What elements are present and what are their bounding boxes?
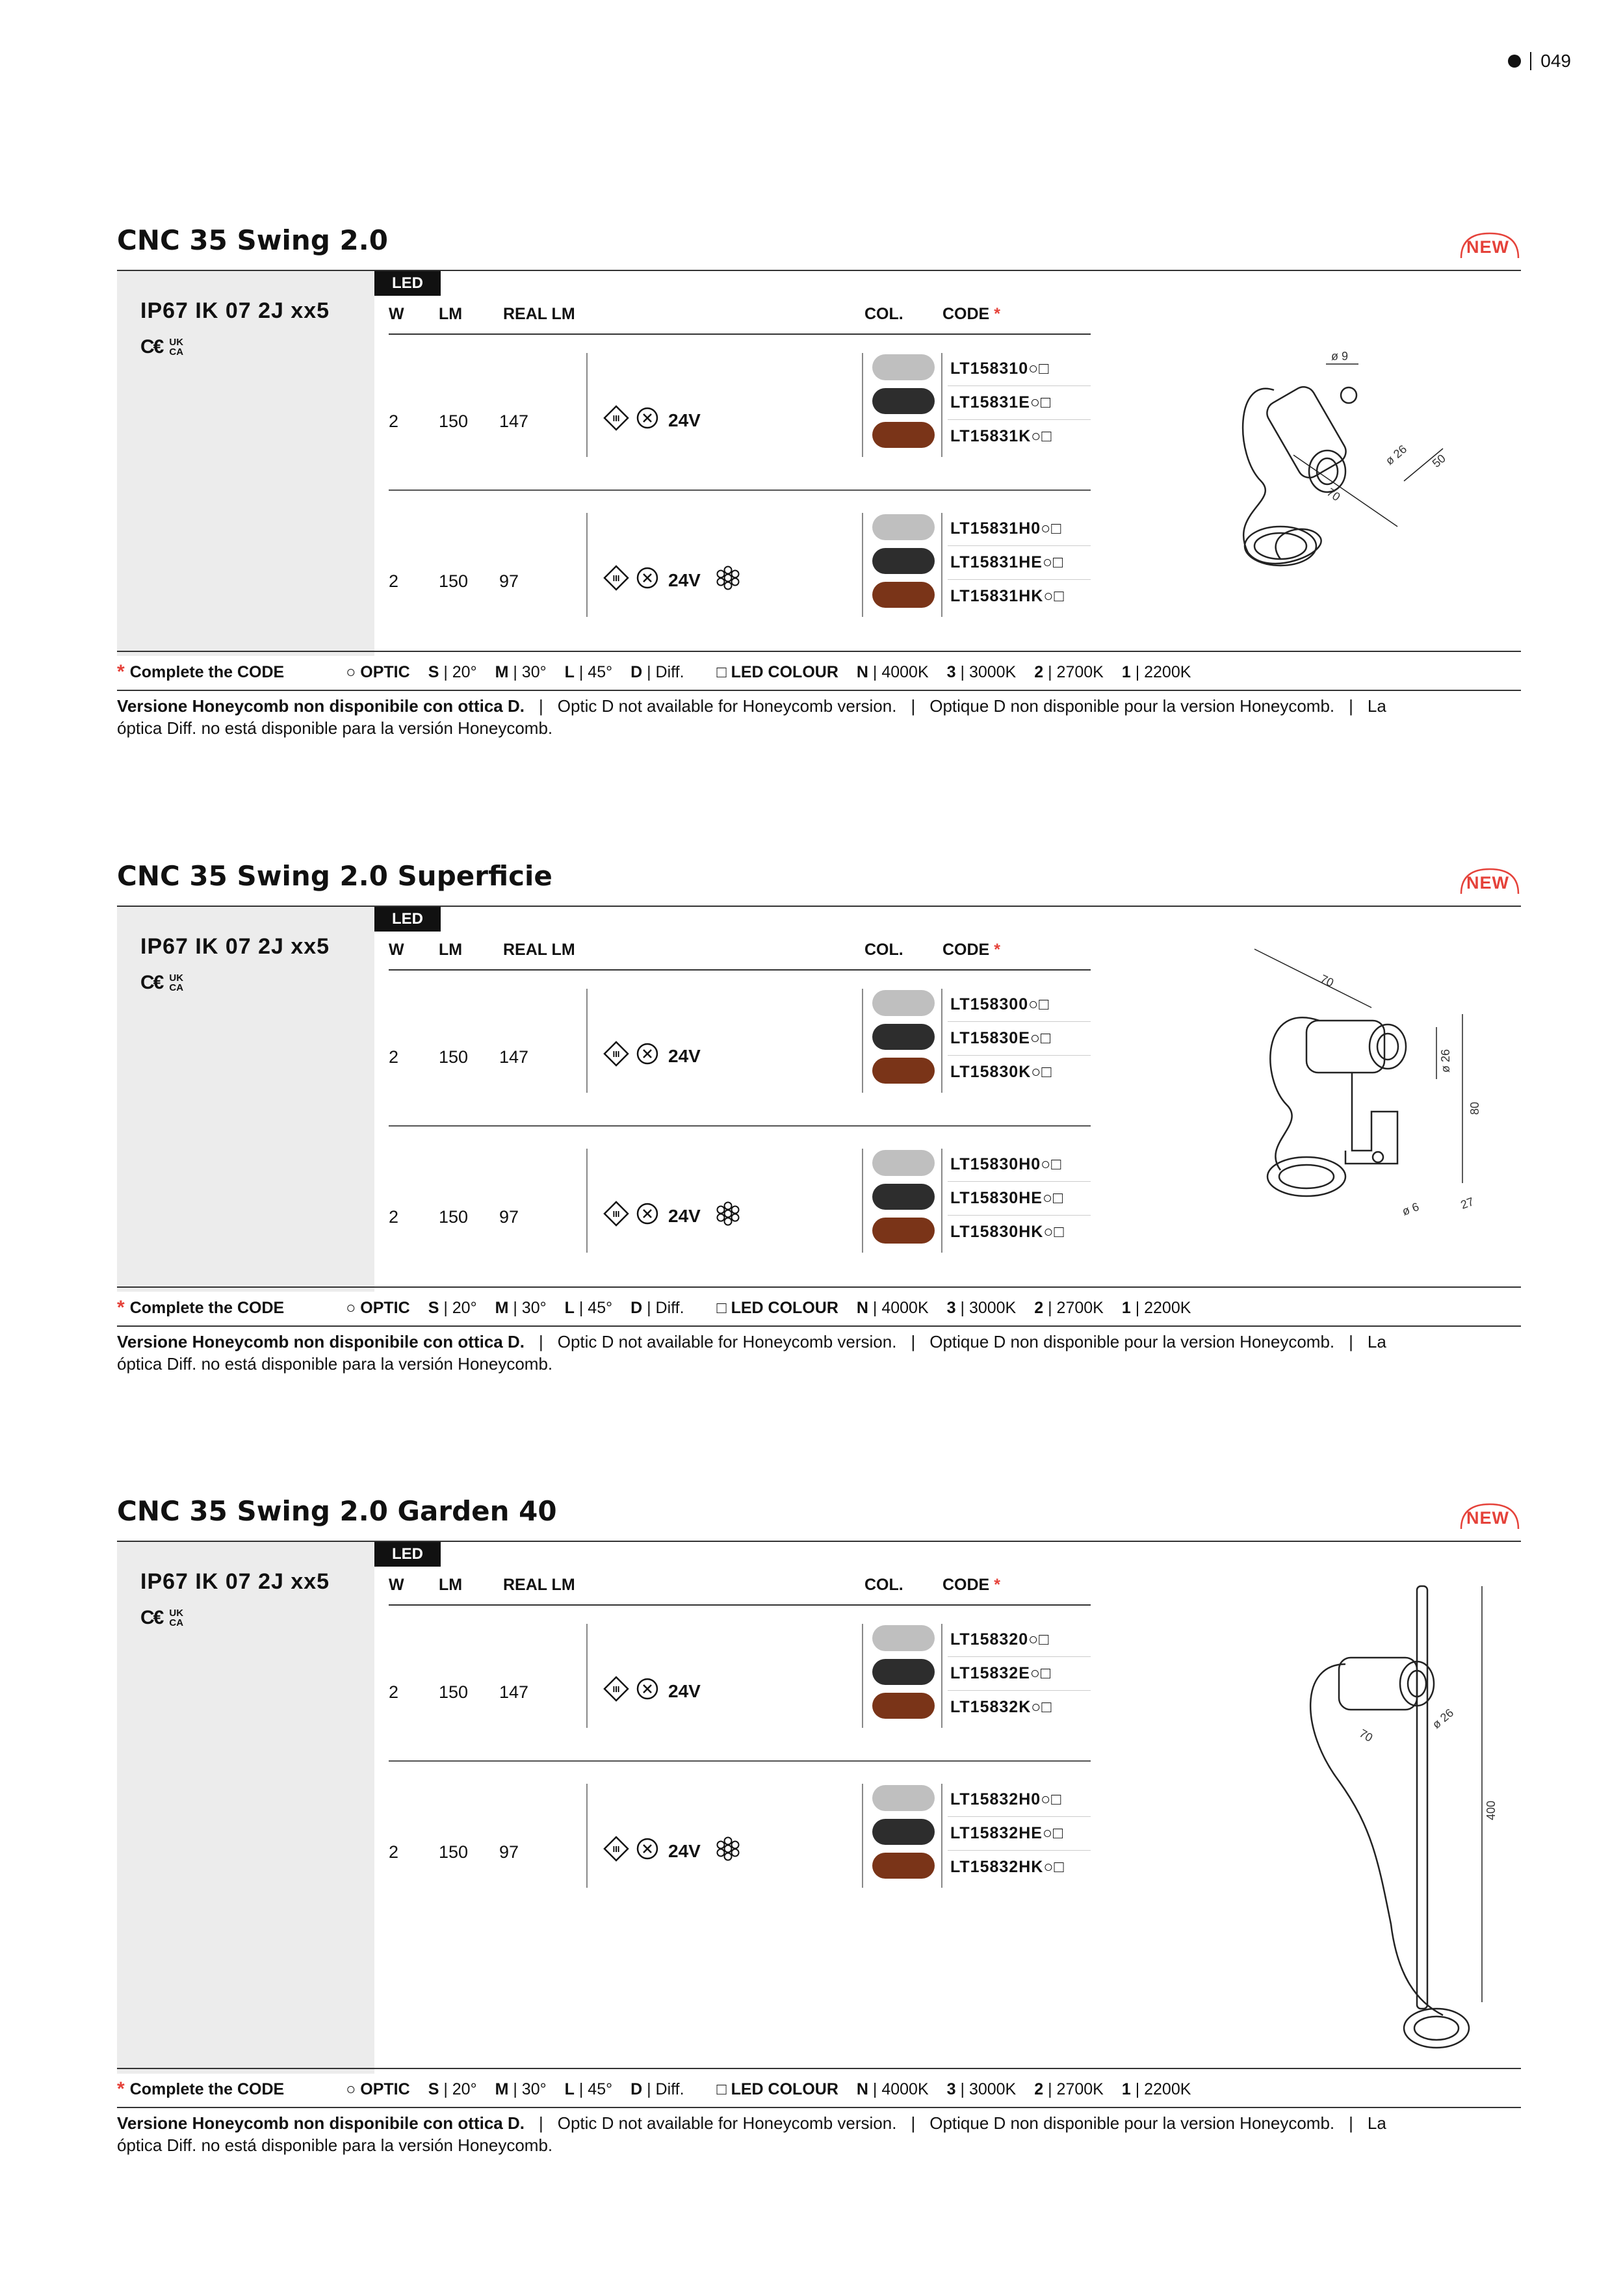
new-badge	[1459, 231, 1521, 259]
svg-text:III: III	[612, 573, 620, 583]
code-divider	[948, 545, 1091, 546]
row-divider	[941, 1149, 942, 1253]
legend-colour: LED COLOUR	[731, 1298, 838, 1317]
colour-2-val: | 2700K	[1048, 662, 1104, 681]
ce-mark-icon: C€	[140, 336, 163, 358]
colour-1: 1	[1121, 2080, 1131, 2098]
row-divider	[862, 1624, 863, 1728]
dimmable-diamond-icon	[603, 1676, 629, 1702]
code-divider	[948, 579, 1091, 580]
new-badge	[1459, 1502, 1521, 1530]
optic-d: D	[630, 1298, 643, 1317]
optic-m-val: | 30°	[513, 1298, 547, 1317]
optic-s: S	[428, 1298, 439, 1317]
note-en: Optic D not available for Honeycomb version.	[557, 2113, 897, 2133]
color-swatch-corten	[872, 582, 935, 608]
voltage: 24V	[668, 1046, 701, 1066]
no-insulation-icon	[636, 1677, 659, 1701]
legend-colour: LED COLOUR	[731, 662, 838, 681]
product-title: CNC 35 Swing 2.0	[117, 224, 388, 256]
row-real-lumen: 97	[499, 1207, 519, 1227]
colour-2: 2	[1034, 2080, 1044, 2098]
no-insulation-icon	[636, 1042, 659, 1065]
colour-1: 1	[1121, 662, 1131, 681]
no-insulation-icon	[636, 406, 659, 430]
svg-text:III: III	[612, 1209, 620, 1219]
product-title: CNC 35 Swing 2.0 Superficie	[117, 860, 552, 892]
dim-label: 27	[1459, 1195, 1476, 1212]
legend-divider-bottom	[117, 690, 1521, 691]
page-number-text: 049	[1540, 51, 1571, 71]
colour-1-val: | 2200K	[1135, 662, 1191, 681]
dimmable-diamond-icon	[603, 1041, 629, 1067]
spec-panel	[117, 271, 374, 656]
colour-1-val: | 2200K	[1135, 2080, 1191, 2098]
svg-text:III: III	[612, 1684, 620, 1694]
row-divider	[586, 353, 588, 457]
row-real-lumen: 147	[499, 1682, 529, 1702]
colour-3: 3	[946, 662, 956, 681]
row-watt: 2	[389, 1047, 399, 1067]
legend-star: *	[117, 661, 125, 683]
no-insulation-icon	[636, 566, 659, 590]
row-real-lumen: 147	[499, 1047, 529, 1067]
color-swatch-corten	[872, 1853, 935, 1879]
required-star: *	[994, 1576, 1000, 1594]
colour-3-val: | 3000K	[960, 1298, 1017, 1317]
honeycomb-note	[117, 2112, 1417, 2156]
colour-n: N	[856, 662, 868, 681]
optic-s-val: | 20°	[443, 1298, 477, 1317]
note-es: La óptica Diff. no está disponible para la versión Honeycomb.	[117, 2113, 1386, 2155]
product-code: LT158320○□	[950, 1630, 1050, 1649]
honeycomb-note	[117, 695, 1417, 739]
row-divider	[941, 1784, 942, 1888]
row-separator	[389, 489, 1091, 491]
note-sep: |	[1349, 2113, 1353, 2133]
product-drawing-garden	[1287, 1573, 1534, 2067]
note-es: La óptica Diff. no está disponible para la versión Honeycomb.	[117, 1332, 1386, 1374]
honeycomb-icon	[714, 564, 742, 592]
optic-l: L	[564, 662, 575, 681]
required-star: *	[994, 305, 1000, 323]
note-es: La óptica Diff. no está disponible para la versión Honeycomb.	[117, 696, 1386, 738]
new-badge-label: NEW	[1466, 873, 1509, 893]
ukca-mark-icon: UK CA	[169, 337, 184, 358]
optic-symbol: ○	[346, 2080, 356, 2098]
dim-label: 70	[1357, 1727, 1375, 1745]
ce-mark-icon: C€	[140, 1607, 163, 1628]
product-code: LT158310○□	[950, 359, 1050, 378]
colour-n: N	[856, 1298, 868, 1317]
optic-d: D	[630, 2080, 643, 2098]
colour-n-val: | 4000K	[872, 1298, 929, 1317]
row-real-lumen: 97	[499, 571, 519, 591]
product-drawing-superficie	[1248, 936, 1534, 1248]
row-divider	[586, 1624, 588, 1728]
note-sep: |	[1349, 696, 1353, 716]
voltage: 24V	[668, 1841, 701, 1861]
certification-marks	[140, 972, 183, 994]
color-swatch-black	[872, 1184, 935, 1210]
dim-label: 70	[1318, 972, 1336, 990]
legend-optic: OPTIC	[360, 2080, 410, 2098]
color-swatch-black	[872, 1024, 935, 1050]
optic-s-val: | 20°	[443, 2080, 477, 2098]
optic-s: S	[428, 2080, 439, 2098]
row-lumen: 150	[439, 1207, 469, 1227]
code-legend	[117, 661, 1191, 683]
note-it: Versione Honeycomb non disponibile con ottica D.	[117, 696, 525, 716]
header-col: COL.	[864, 941, 903, 959]
product-code: LT15830HE○□	[950, 1189, 1064, 1207]
protection-rating: IP67 IK 07 2J xx5	[140, 934, 330, 959]
code-divider	[948, 1215, 1091, 1216]
row-watt: 2	[389, 1682, 399, 1702]
legend-divider-bottom	[117, 2107, 1521, 2108]
row-divider	[941, 1624, 942, 1728]
honeycomb-note	[117, 1331, 1417, 1375]
code-divider	[948, 1055, 1091, 1056]
legend-divider-top	[117, 2068, 1521, 2069]
new-badge-label: NEW	[1466, 237, 1509, 257]
product-code: LT15830E○□	[950, 1029, 1052, 1047]
product-title: CNC 35 Swing 2.0 Garden 40	[117, 1495, 557, 1527]
row-lumen: 150	[439, 411, 469, 431]
legend-star: *	[117, 2078, 125, 2100]
ce-mark-icon: C€	[140, 972, 163, 993]
product-code: LT15830K○□	[950, 1063, 1052, 1081]
optic-symbol: ○	[346, 1298, 356, 1317]
optic-symbol: ○	[346, 662, 356, 681]
row-watt: 2	[389, 1842, 399, 1862]
colour-2: 2	[1034, 662, 1044, 681]
voltage: 24V	[668, 1206, 701, 1226]
honeycomb-icon	[714, 1834, 742, 1863]
optic-s-val: | 20°	[443, 662, 477, 681]
row-watt: 2	[389, 1207, 399, 1227]
header-code-label: CODE	[942, 1576, 990, 1594]
dimmable-diamond-icon	[603, 405, 629, 431]
dim-label: 400	[1485, 1800, 1498, 1820]
optic-m: M	[495, 1298, 509, 1317]
optic-m-val: | 30°	[513, 662, 547, 681]
certification-marks	[140, 1607, 183, 1629]
header-real-lm: REAL LM	[503, 305, 575, 323]
colour-n-val: | 4000K	[872, 2080, 929, 2098]
header-w: W	[389, 305, 404, 323]
honeycomb-icon	[714, 1199, 742, 1228]
dim-label: ø 6	[1400, 1200, 1421, 1218]
note-sep: |	[911, 2113, 916, 2133]
optic-d-val: | Diff.	[647, 1298, 684, 1317]
led-tag: LED	[374, 907, 441, 932]
no-insulation-icon	[636, 1202, 659, 1225]
led-tag: LED	[374, 271, 441, 296]
header-divider	[389, 969, 1091, 971]
note-it: Versione Honeycomb non disponibile con ottica D.	[117, 1332, 525, 1351]
colour-3-val: | 3000K	[960, 2080, 1017, 2098]
no-insulation-icon	[636, 1837, 659, 1860]
color-swatch-corten	[872, 422, 935, 448]
header-w: W	[389, 941, 404, 959]
optic-d-val: | Diff.	[647, 662, 684, 681]
new-badge-label: NEW	[1466, 1508, 1509, 1528]
legend-colour: LED COLOUR	[731, 2080, 838, 2098]
protection-rating: IP67 IK 07 2J xx5	[140, 1569, 330, 1594]
legend-divider-top	[117, 651, 1521, 652]
code-divider	[948, 419, 1091, 420]
product-code: LT15832H0○□	[950, 1790, 1062, 1808]
product-code: LT15831H0○□	[950, 519, 1062, 538]
dimmable-diamond-icon	[603, 565, 629, 591]
product-code: LT15831HK○□	[950, 587, 1065, 605]
color-swatch-grey	[872, 514, 935, 540]
colour-2-val: | 2700K	[1048, 1298, 1104, 1317]
color-swatch-corten	[872, 1693, 935, 1719]
optic-l-val: | 45°	[578, 2080, 613, 2098]
colour-2: 2	[1034, 1298, 1044, 1317]
dim-label: ø 26	[1439, 1049, 1452, 1073]
code-divider	[948, 1690, 1091, 1691]
ukca-mark-icon: UK CA	[169, 972, 184, 993]
optic-m: M	[495, 662, 509, 681]
color-swatch-corten	[872, 1218, 935, 1244]
color-swatch-grey	[872, 1785, 935, 1811]
dim-label: ø 9	[1331, 350, 1349, 363]
header-code	[942, 941, 1000, 959]
product-code: LT15832HE○□	[950, 1824, 1064, 1842]
row-lumen: 150	[439, 1047, 469, 1067]
dim-label: ø 26	[1383, 442, 1410, 468]
color-swatch-black	[872, 1819, 935, 1845]
protection-rating: IP67 IK 07 2J xx5	[140, 298, 330, 323]
code-divider	[948, 385, 1091, 386]
optic-l-val: | 45°	[578, 1298, 613, 1317]
spec-panel	[117, 907, 374, 1292]
color-swatch-grey	[872, 1150, 935, 1176]
row-divider	[941, 513, 942, 617]
row-lumen: 150	[439, 1842, 469, 1862]
dimmable-diamond-icon	[603, 1201, 629, 1227]
header-real-lm: REAL LM	[503, 941, 575, 959]
row-real-lumen: 97	[499, 1842, 519, 1862]
note-sep: |	[538, 1332, 543, 1351]
row-divider	[862, 353, 863, 457]
color-swatch-corten	[872, 1058, 935, 1084]
note-en: Optic D not available for Honeycomb version.	[557, 696, 897, 716]
note-sep: |	[538, 696, 543, 716]
divider	[1530, 52, 1531, 70]
note-sep: |	[911, 1332, 916, 1351]
svg-text:III: III	[612, 1049, 620, 1059]
dim-label: 70	[1324, 485, 1343, 504]
note-it: Versione Honeycomb non disponibile con ottica D.	[117, 2113, 525, 2133]
color-swatch-black	[872, 388, 935, 414]
color-swatch-black	[872, 1659, 935, 1685]
color-swatch-grey	[872, 990, 935, 1016]
legend-divider-top	[117, 1286, 1521, 1288]
colour-symbol: □	[716, 2080, 727, 2098]
note-fr: Optique D non disponible pour la version Honeycomb.	[929, 696, 1335, 716]
dimmable-diamond-icon	[603, 1836, 629, 1862]
header-divider	[389, 333, 1091, 335]
product-code: LT15832HK○□	[950, 1858, 1065, 1876]
row-divider	[586, 1149, 588, 1253]
bullet-icon	[1508, 55, 1521, 68]
header-code-label: CODE	[942, 941, 990, 959]
row-divider	[941, 989, 942, 1093]
product-code: LT15830HK○□	[950, 1223, 1065, 1241]
colour-1-val: | 2200K	[1135, 1298, 1191, 1317]
colour-symbol: □	[716, 1298, 727, 1317]
note-sep: |	[911, 696, 916, 716]
dim-label: 80	[1468, 1101, 1481, 1115]
legend-optic: OPTIC	[360, 662, 410, 681]
voltage: 24V	[668, 570, 701, 590]
color-swatch-grey	[872, 354, 935, 380]
optic-d: D	[630, 662, 643, 681]
row-separator	[389, 1760, 1091, 1762]
header-code	[942, 1576, 1000, 1595]
row-divider	[862, 513, 863, 617]
ukca-mark-icon: UK CA	[169, 1608, 184, 1628]
row-watt: 2	[389, 411, 399, 431]
product-code: LT15831HE○□	[950, 553, 1064, 571]
row-watt: 2	[389, 571, 399, 591]
colour-symbol: □	[716, 662, 727, 681]
optic-m-val: | 30°	[513, 2080, 547, 2098]
colour-n-val: | 4000K	[872, 662, 929, 681]
note-fr: Optique D non disponible pour la version Honeycomb.	[929, 2113, 1335, 2133]
led-tag: LED	[374, 1542, 441, 1567]
header-real-lm: REAL LM	[503, 1576, 575, 1594]
optic-m: M	[495, 2080, 509, 2098]
legend-optic: OPTIC	[360, 1298, 410, 1317]
header-code-label: CODE	[942, 305, 990, 323]
optic-s: S	[428, 662, 439, 681]
row-divider	[862, 989, 863, 1093]
header-col: COL.	[864, 1576, 903, 1594]
row-divider	[941, 353, 942, 457]
header-lm: LM	[439, 1576, 463, 1594]
code-divider	[948, 1850, 1091, 1851]
code-divider	[948, 1021, 1091, 1022]
legend-complete: Complete the CODE	[129, 662, 285, 681]
code-legend	[117, 1297, 1191, 1319]
note-en: Optic D not available for Honeycomb version.	[557, 1332, 897, 1351]
page-number	[1508, 51, 1571, 72]
colour-1: 1	[1121, 1298, 1131, 1317]
product-code: LT15831E○□	[950, 393, 1052, 411]
dim-label: 50	[1429, 451, 1448, 471]
legend-complete: Complete the CODE	[129, 1298, 285, 1317]
colour-3: 3	[946, 1298, 956, 1317]
header-code	[942, 305, 1000, 324]
colour-3: 3	[946, 2080, 956, 2098]
svg-text:III: III	[612, 1844, 620, 1854]
row-divider	[862, 1784, 863, 1888]
code-divider	[948, 1181, 1091, 1182]
color-swatch-grey	[872, 1625, 935, 1651]
legend-complete: Complete the CODE	[129, 2080, 285, 2098]
dim-label: ø 26	[1429, 1706, 1457, 1732]
optic-d-val: | Diff.	[647, 2080, 684, 2098]
required-star: *	[994, 941, 1000, 959]
row-divider	[586, 513, 588, 617]
colour-n: N	[856, 2080, 868, 2098]
voltage: 24V	[668, 410, 701, 430]
row-lumen: 150	[439, 1682, 469, 1702]
note-sep: |	[1349, 1332, 1353, 1351]
certification-marks	[140, 336, 183, 358]
voltage: 24V	[668, 1681, 701, 1701]
colour-2-val: | 2700K	[1048, 2080, 1104, 2098]
note-fr: Optique D non disponible pour la version Honeycomb.	[929, 1332, 1335, 1351]
svg-text:III: III	[612, 413, 620, 423]
code-legend	[117, 2078, 1191, 2100]
product-code: LT158300○□	[950, 995, 1050, 1013]
row-separator	[389, 1125, 1091, 1127]
row-lumen: 150	[439, 571, 469, 591]
code-divider	[948, 1816, 1091, 1817]
code-divider	[948, 1656, 1091, 1657]
header-lm: LM	[439, 941, 463, 959]
product-drawing-swing	[1222, 338, 1534, 598]
color-swatch-black	[872, 548, 935, 574]
optic-l-val: | 45°	[578, 662, 613, 681]
header-lm: LM	[439, 305, 463, 323]
product-code: LT15832K○□	[950, 1698, 1052, 1716]
product-code: LT15831K○□	[950, 427, 1052, 445]
header-col: COL.	[864, 305, 903, 323]
legend-star: *	[117, 1297, 125, 1318]
legend-divider-bottom	[117, 1325, 1521, 1327]
row-divider	[586, 989, 588, 1093]
row-divider	[862, 1149, 863, 1253]
row-divider	[586, 1784, 588, 1888]
spec-panel	[117, 1542, 374, 2074]
new-badge	[1459, 867, 1521, 895]
colour-3-val: | 3000K	[960, 662, 1017, 681]
header-divider	[389, 1604, 1091, 1606]
optic-l: L	[564, 2080, 575, 2098]
product-code: LT15830H0○□	[950, 1155, 1062, 1173]
row-real-lumen: 147	[499, 411, 529, 431]
note-sep: |	[538, 2113, 543, 2133]
header-w: W	[389, 1576, 404, 1594]
product-code: LT15832E○□	[950, 1664, 1052, 1682]
optic-l: L	[564, 1298, 575, 1317]
